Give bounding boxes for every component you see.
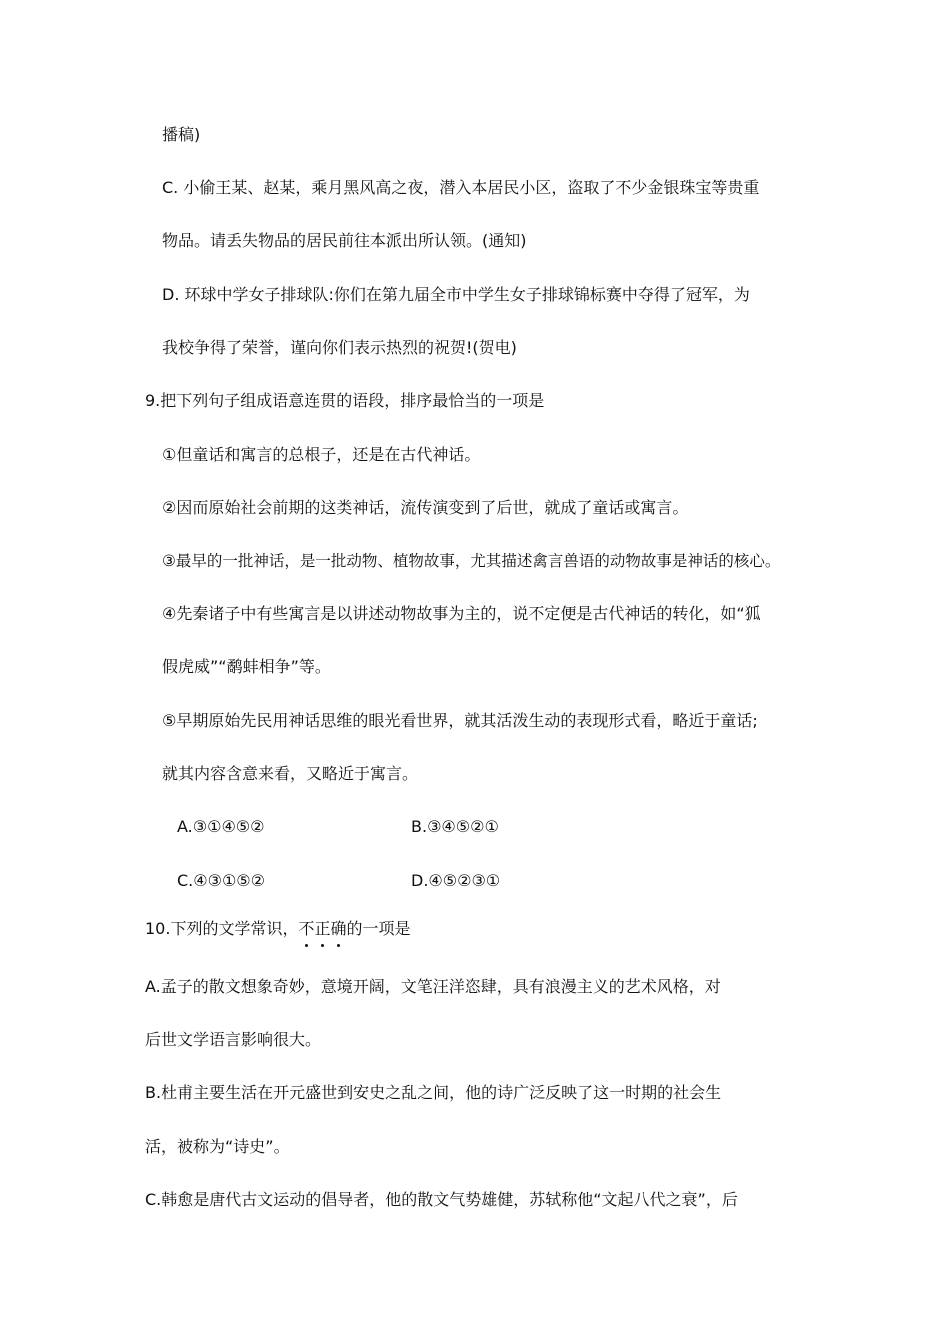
- q8-option-d-line2: 我校争得了荣誉，谨向你们表示热烈的祝贺!(贺电): [162, 338, 517, 357]
- q10-option-a-line1: A.孟子的散文想象奇妙，意境开阔，文笔汪洋恣肆，具有浪漫主义的艺术风格，对: [145, 977, 721, 996]
- q9-option-d: D.④⑤②③①: [411, 871, 501, 890]
- q9-sentence-3: ③最早的一批神话，是一批动物、植物故事，尤其描述禽言兽语的动物故事是神话的核心。: [162, 552, 781, 570]
- q8-option-c-line2: 物品。请丢失物品的居民前往本派出所认领。(通知): [162, 231, 527, 250]
- q10-option-c-line1: C.韩愈是唐代古文运动的倡导者，他的散文气势雄健，苏轼称他“文起八代之衰”，后: [145, 1190, 738, 1209]
- q9-option-a: A.③①④⑤②: [177, 817, 265, 836]
- q10-option-a-line2: 后世文学语言影响很大。: [145, 1030, 322, 1049]
- q10-emphasis-char-1: 不: [298, 919, 315, 938]
- q10-option-b-line2: 活，被称为“诗史”。: [145, 1137, 290, 1156]
- q9-sentence-5-line1: ⑤早期原始先民用神话思维的眼光看世界，就其活泼生动的表现形式看，略近于童话;: [162, 711, 758, 730]
- q8-option-c-line1: C. 小偷王某、赵某，乘月黑风高之夜，潜入本居民小区，盗取了不少金银珠宝等贵重: [162, 178, 760, 197]
- q8-option-b-tail: 播稿): [162, 125, 201, 144]
- q9-sentence-2: ②因而原始社会前期的这类神话，流传演变到了后世，就成了童话或寓言。: [162, 498, 689, 517]
- q10-emphasis-char-3: 确: [330, 919, 347, 938]
- q10-option-b-line1: B.杜甫主要生活在开元盛世到安史之乱之间，他的诗广泛反映了这一时期的社会生: [145, 1083, 722, 1102]
- q10-emphasis-char-2: 正: [314, 919, 331, 938]
- q9-sentence-4-line2: 假虎威”“鹬蚌相争”等。: [162, 657, 331, 676]
- q9-sentence-1: ①但童话和寓言的总根子，还是在古代神话。: [162, 445, 481, 464]
- q9-stem: 9.把下列句子组成语意连贯的语段，排序最恰当的一项是: [145, 391, 545, 410]
- q9-option-c: C.④③①⑤②: [177, 871, 265, 890]
- q10-stem: [145, 918, 411, 940]
- q8-option-d-line1: D. 环球中学女子排球队:你们在第九届全市中学生女子排球锦标赛中夺得了冠军，为: [162, 285, 750, 304]
- q10-stem-prefix: 10.下列的文学常识，: [145, 919, 299, 938]
- q9-sentence-4-line1: ④先秦诸子中有些寓言是以讲述动物故事为主的，说不定便是古代神话的转化，如“狐: [162, 604, 761, 623]
- q10-stem-suffix: 的一项是: [346, 919, 411, 938]
- q9-option-b: B.③④⑤②①: [411, 817, 499, 836]
- q9-sentence-5-line2: 就其内容含意来看，又略近于寓言。: [162, 764, 419, 783]
